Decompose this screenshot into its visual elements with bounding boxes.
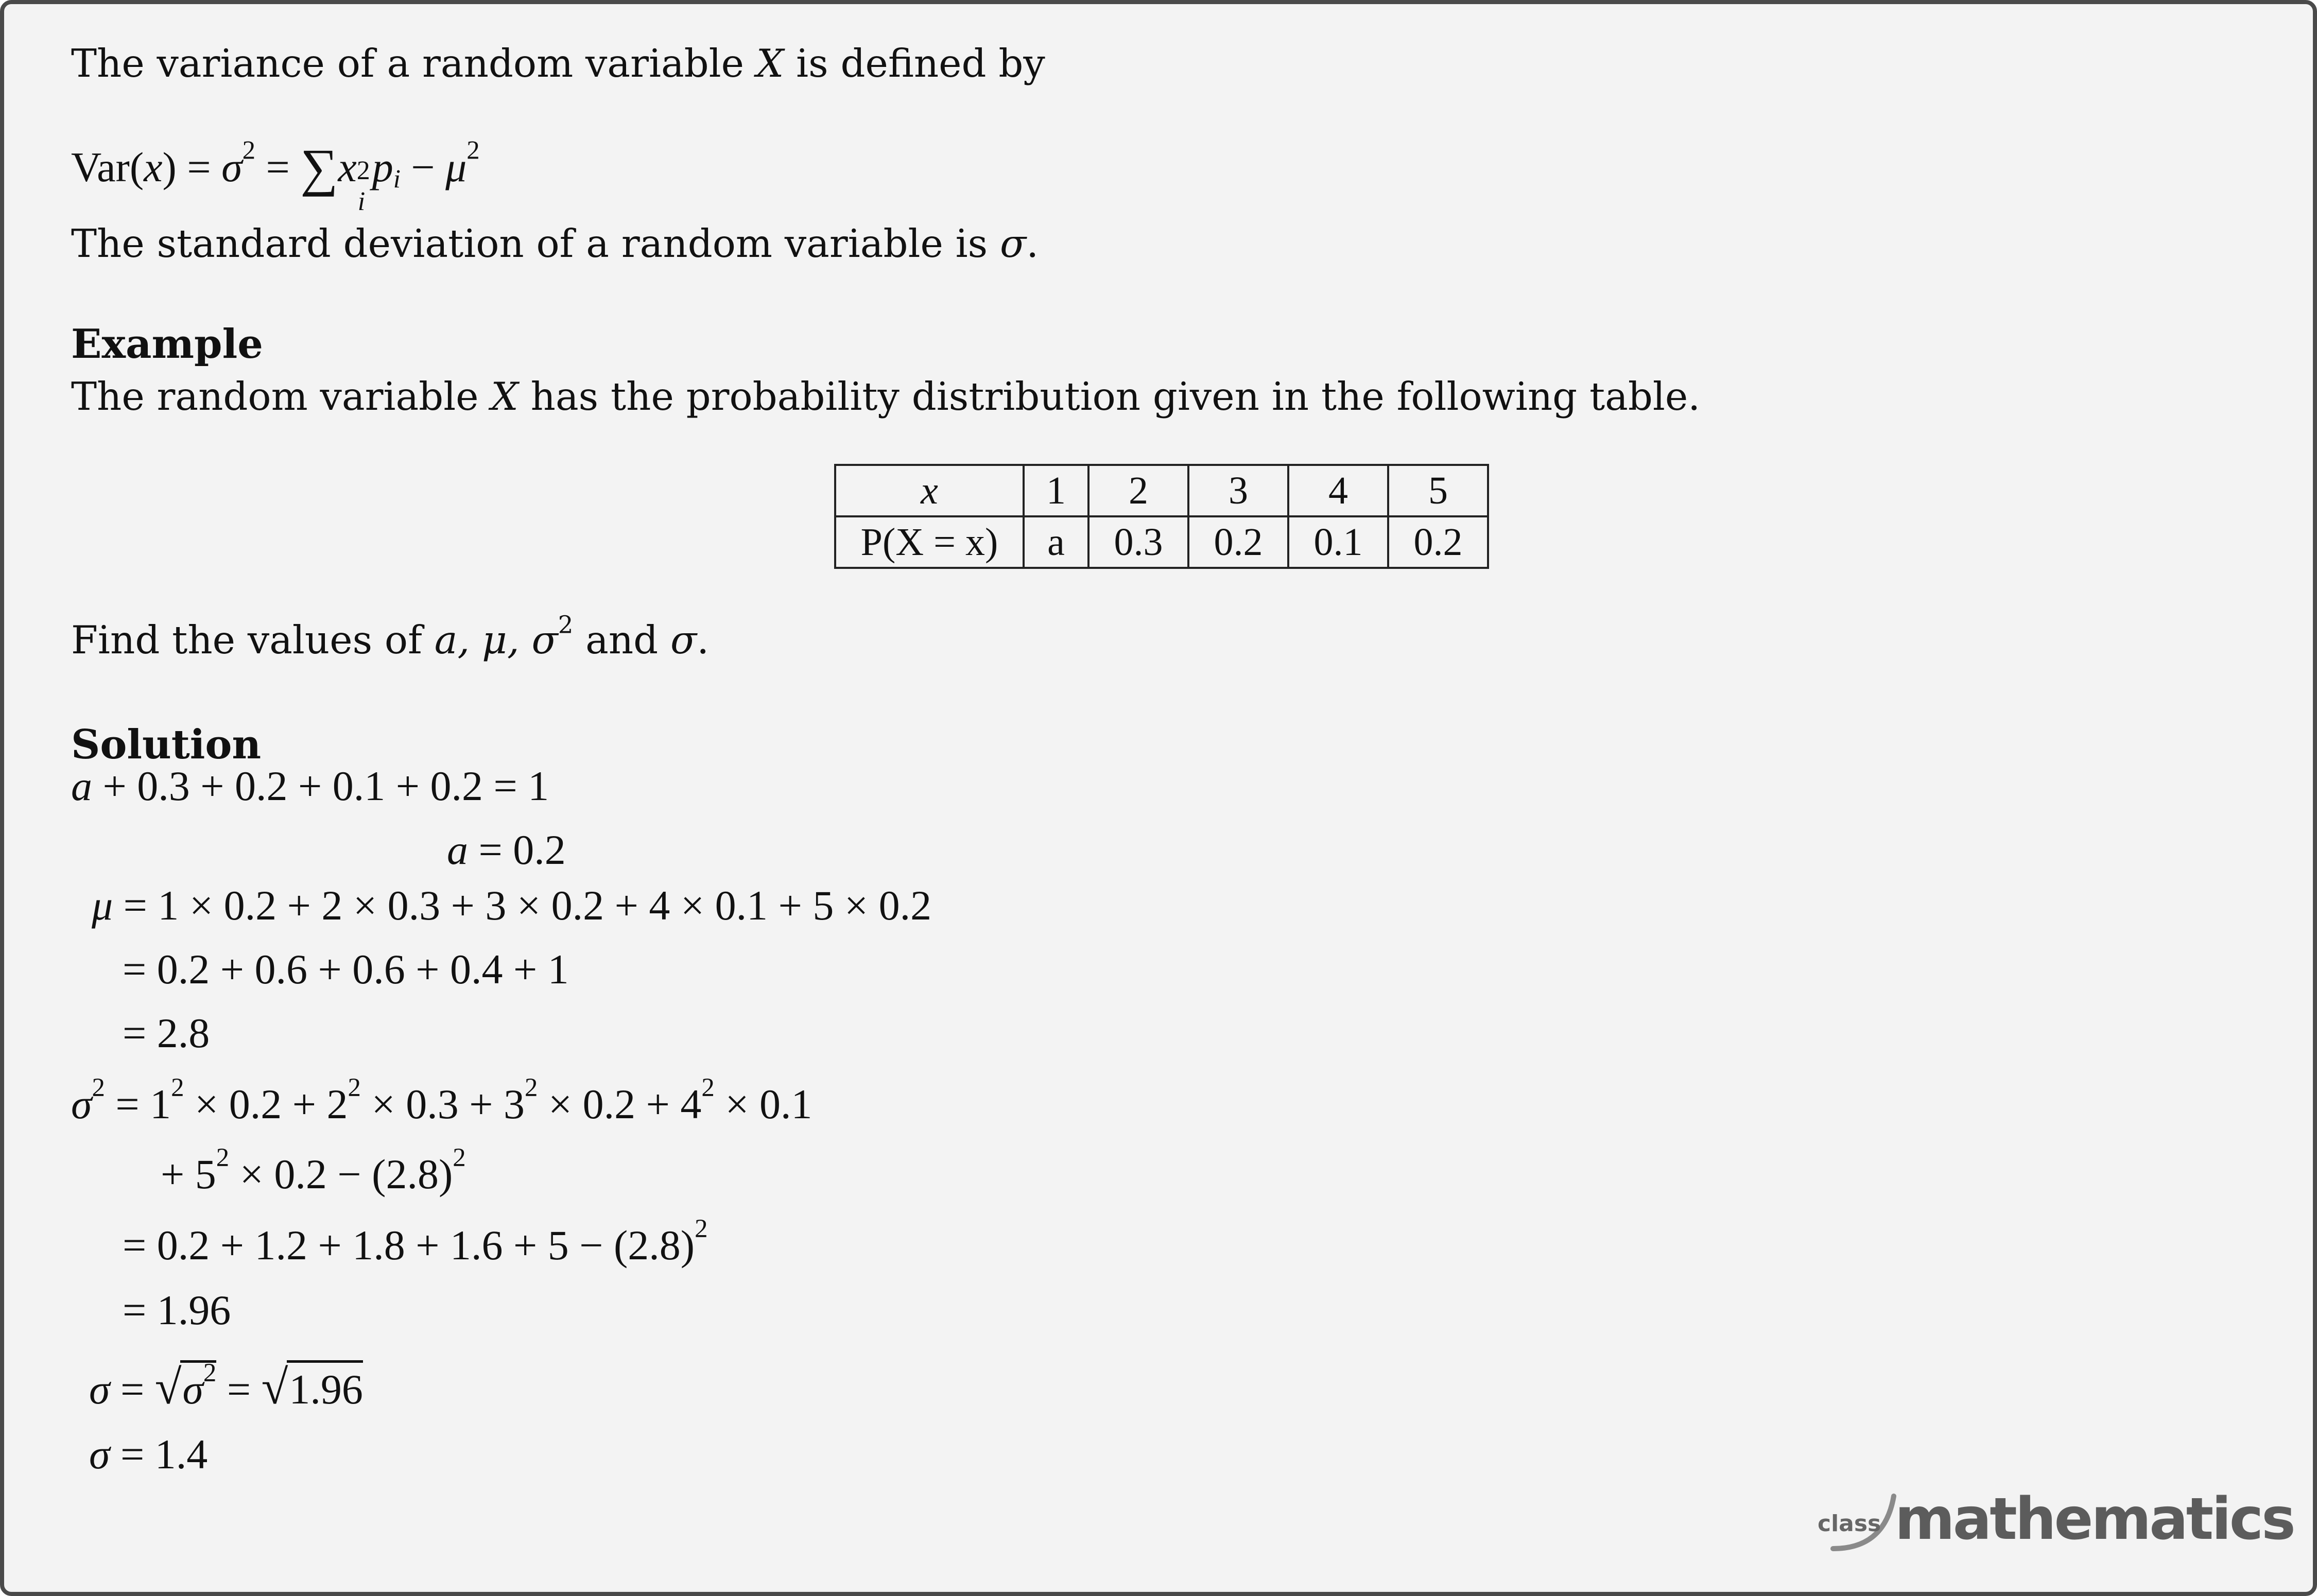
table-row-p	[835, 516, 1488, 568]
sol-l6-part: = 1	[105, 1081, 171, 1127]
formula-sigma: σ	[221, 143, 243, 190]
sol-l11-expr: = 1.4	[110, 1431, 208, 1478]
table-cell: 1	[1024, 465, 1088, 516]
sol-l6-part: × 0.1	[714, 1081, 812, 1127]
random-variable-symbol: X	[756, 41, 784, 86]
table-cell: 3	[1188, 465, 1288, 516]
sol-l7-part: × 0.2 − (2.8)	[229, 1151, 453, 1198]
sol-a: a	[71, 762, 92, 809]
table-header-x: x	[835, 465, 1024, 516]
question-text	[71, 611, 710, 663]
sol-l8-expr: = 0.2 + 1.2 + 1.8 + 1.6 + 5 − (2.8)	[123, 1222, 695, 1269]
table-cell: 5	[1388, 465, 1488, 516]
table-cell: 0.2	[1188, 516, 1288, 568]
formula-xi-sup: 2	[356, 155, 370, 185]
sol-sigma-square: 2	[92, 1072, 105, 1102]
question-period: .	[697, 617, 710, 663]
formula-p: p	[372, 143, 393, 190]
formula-var-close: ) =	[162, 143, 222, 190]
formula-minus: −	[400, 143, 446, 190]
solution-line-1	[71, 762, 549, 809]
definition-text-end: is defined by	[784, 41, 1045, 86]
solution-line-10	[89, 1358, 363, 1414]
solution-line-8	[123, 1213, 708, 1269]
solution-line-9: = 1.96	[123, 1287, 231, 1333]
sqrt-radicand-value: 1.96	[287, 1360, 363, 1413]
definition-text	[71, 41, 1045, 86]
sol-a: a	[447, 826, 468, 873]
question-and: and	[573, 617, 671, 663]
stddev-text	[71, 221, 1039, 266]
question-sigma: σ	[670, 617, 697, 663]
formula-mu: μ	[445, 143, 467, 190]
stddev-period: .	[1026, 221, 1039, 266]
formula-mu-square: 2	[466, 135, 480, 165]
sol-sigma: σ	[71, 1081, 92, 1127]
example-text-end: has the probability distribution given in the following table.	[518, 374, 1701, 419]
sol-square: 2	[695, 1213, 708, 1243]
formula-var-open: Var(	[71, 143, 144, 190]
sol-equals: =	[216, 1366, 262, 1413]
formula-xi: x	[338, 143, 357, 190]
sol-mu: μ	[92, 882, 113, 929]
sol-square: 2	[701, 1072, 715, 1102]
table-row-x	[835, 465, 1488, 516]
table-cell: 0.3	[1088, 516, 1188, 568]
formula-sigma-square: 2	[242, 135, 255, 165]
question-square: 2	[558, 611, 574, 639]
variance-formula	[71, 135, 480, 216]
formula-equals: =	[255, 143, 301, 190]
sol-sigma: σ	[182, 1366, 203, 1413]
sol-square: 2	[203, 1358, 217, 1387]
sol-square: 2	[171, 1072, 184, 1102]
sol-sigma: σ	[89, 1431, 110, 1478]
solution-line-2	[447, 826, 566, 873]
solution-line-4: = 0.2 + 0.6 + 0.6 + 0.4 + 1	[123, 946, 569, 993]
table-cell: a	[1024, 516, 1088, 568]
sol-l2-expr: = 0.2	[468, 826, 566, 873]
table-cell: 4	[1288, 465, 1388, 516]
class-mathematics-logo	[1818, 1486, 2294, 1553]
sol-square: 2	[453, 1142, 466, 1172]
logo-main-text: mathematics	[1895, 1486, 2294, 1553]
sol-square: 2	[348, 1072, 361, 1102]
solution-line-11	[89, 1433, 208, 1476]
formula-x: x	[144, 143, 163, 190]
sol-l7-part: + 5	[161, 1151, 216, 1198]
stddev-text-start: The standard deviation of a random variable is	[71, 221, 1000, 266]
sol-l1-expr: + 0.3 + 0.2 + 0.1 + 0.2 = 1	[92, 762, 549, 809]
probability-table	[834, 464, 1489, 569]
sqrt-symbol: √	[261, 1361, 288, 1414]
sol-l3-expr: = 1 × 0.2 + 2 × 0.3 + 3 × 0.2 + 4 × 0.1 + 5 × 0.2	[113, 882, 932, 929]
sol-equals: =	[110, 1366, 155, 1413]
definition-text-start: The variance of a random variable	[71, 41, 756, 86]
sol-l6-part: × 0.3 + 3	[360, 1081, 525, 1127]
sqrt-symbol: √	[154, 1361, 182, 1414]
sol-l6-part: × 0.2 + 4	[538, 1081, 702, 1127]
question-text-start: Find the values of	[71, 617, 435, 663]
example-text	[71, 374, 1701, 419]
solution-line-5: = 2.8	[123, 1010, 210, 1056]
formula-p-sub: i	[393, 164, 401, 194]
table-cell: 0.2	[1388, 516, 1488, 568]
table-cell: 2	[1088, 465, 1188, 516]
solution-line-3	[92, 884, 931, 927]
summation-symbol: ∑	[300, 139, 338, 197]
sol-square: 2	[216, 1142, 230, 1172]
formula-xi-sub: i	[357, 186, 366, 216]
table-cell: 0.1	[1288, 516, 1388, 568]
stddev-sigma: σ	[1000, 221, 1027, 266]
solution-line-6	[71, 1072, 812, 1127]
example-variable: X	[491, 374, 518, 419]
logo-small-text: class	[1818, 1511, 1881, 1537]
table-header-p: P(X = x)	[835, 516, 1024, 568]
solution-heading: Solution	[71, 721, 262, 768]
sqrt-radicand	[180, 1360, 216, 1413]
example-heading: Example	[71, 321, 263, 368]
sol-l6-part: × 0.2 + 2	[184, 1081, 348, 1127]
sol-sigma: σ	[89, 1366, 110, 1413]
question-symbols: a, μ, σ	[434, 617, 558, 663]
sol-square: 2	[524, 1072, 538, 1102]
example-text-start: The random variable	[71, 374, 491, 419]
solution-line-7	[161, 1142, 466, 1198]
